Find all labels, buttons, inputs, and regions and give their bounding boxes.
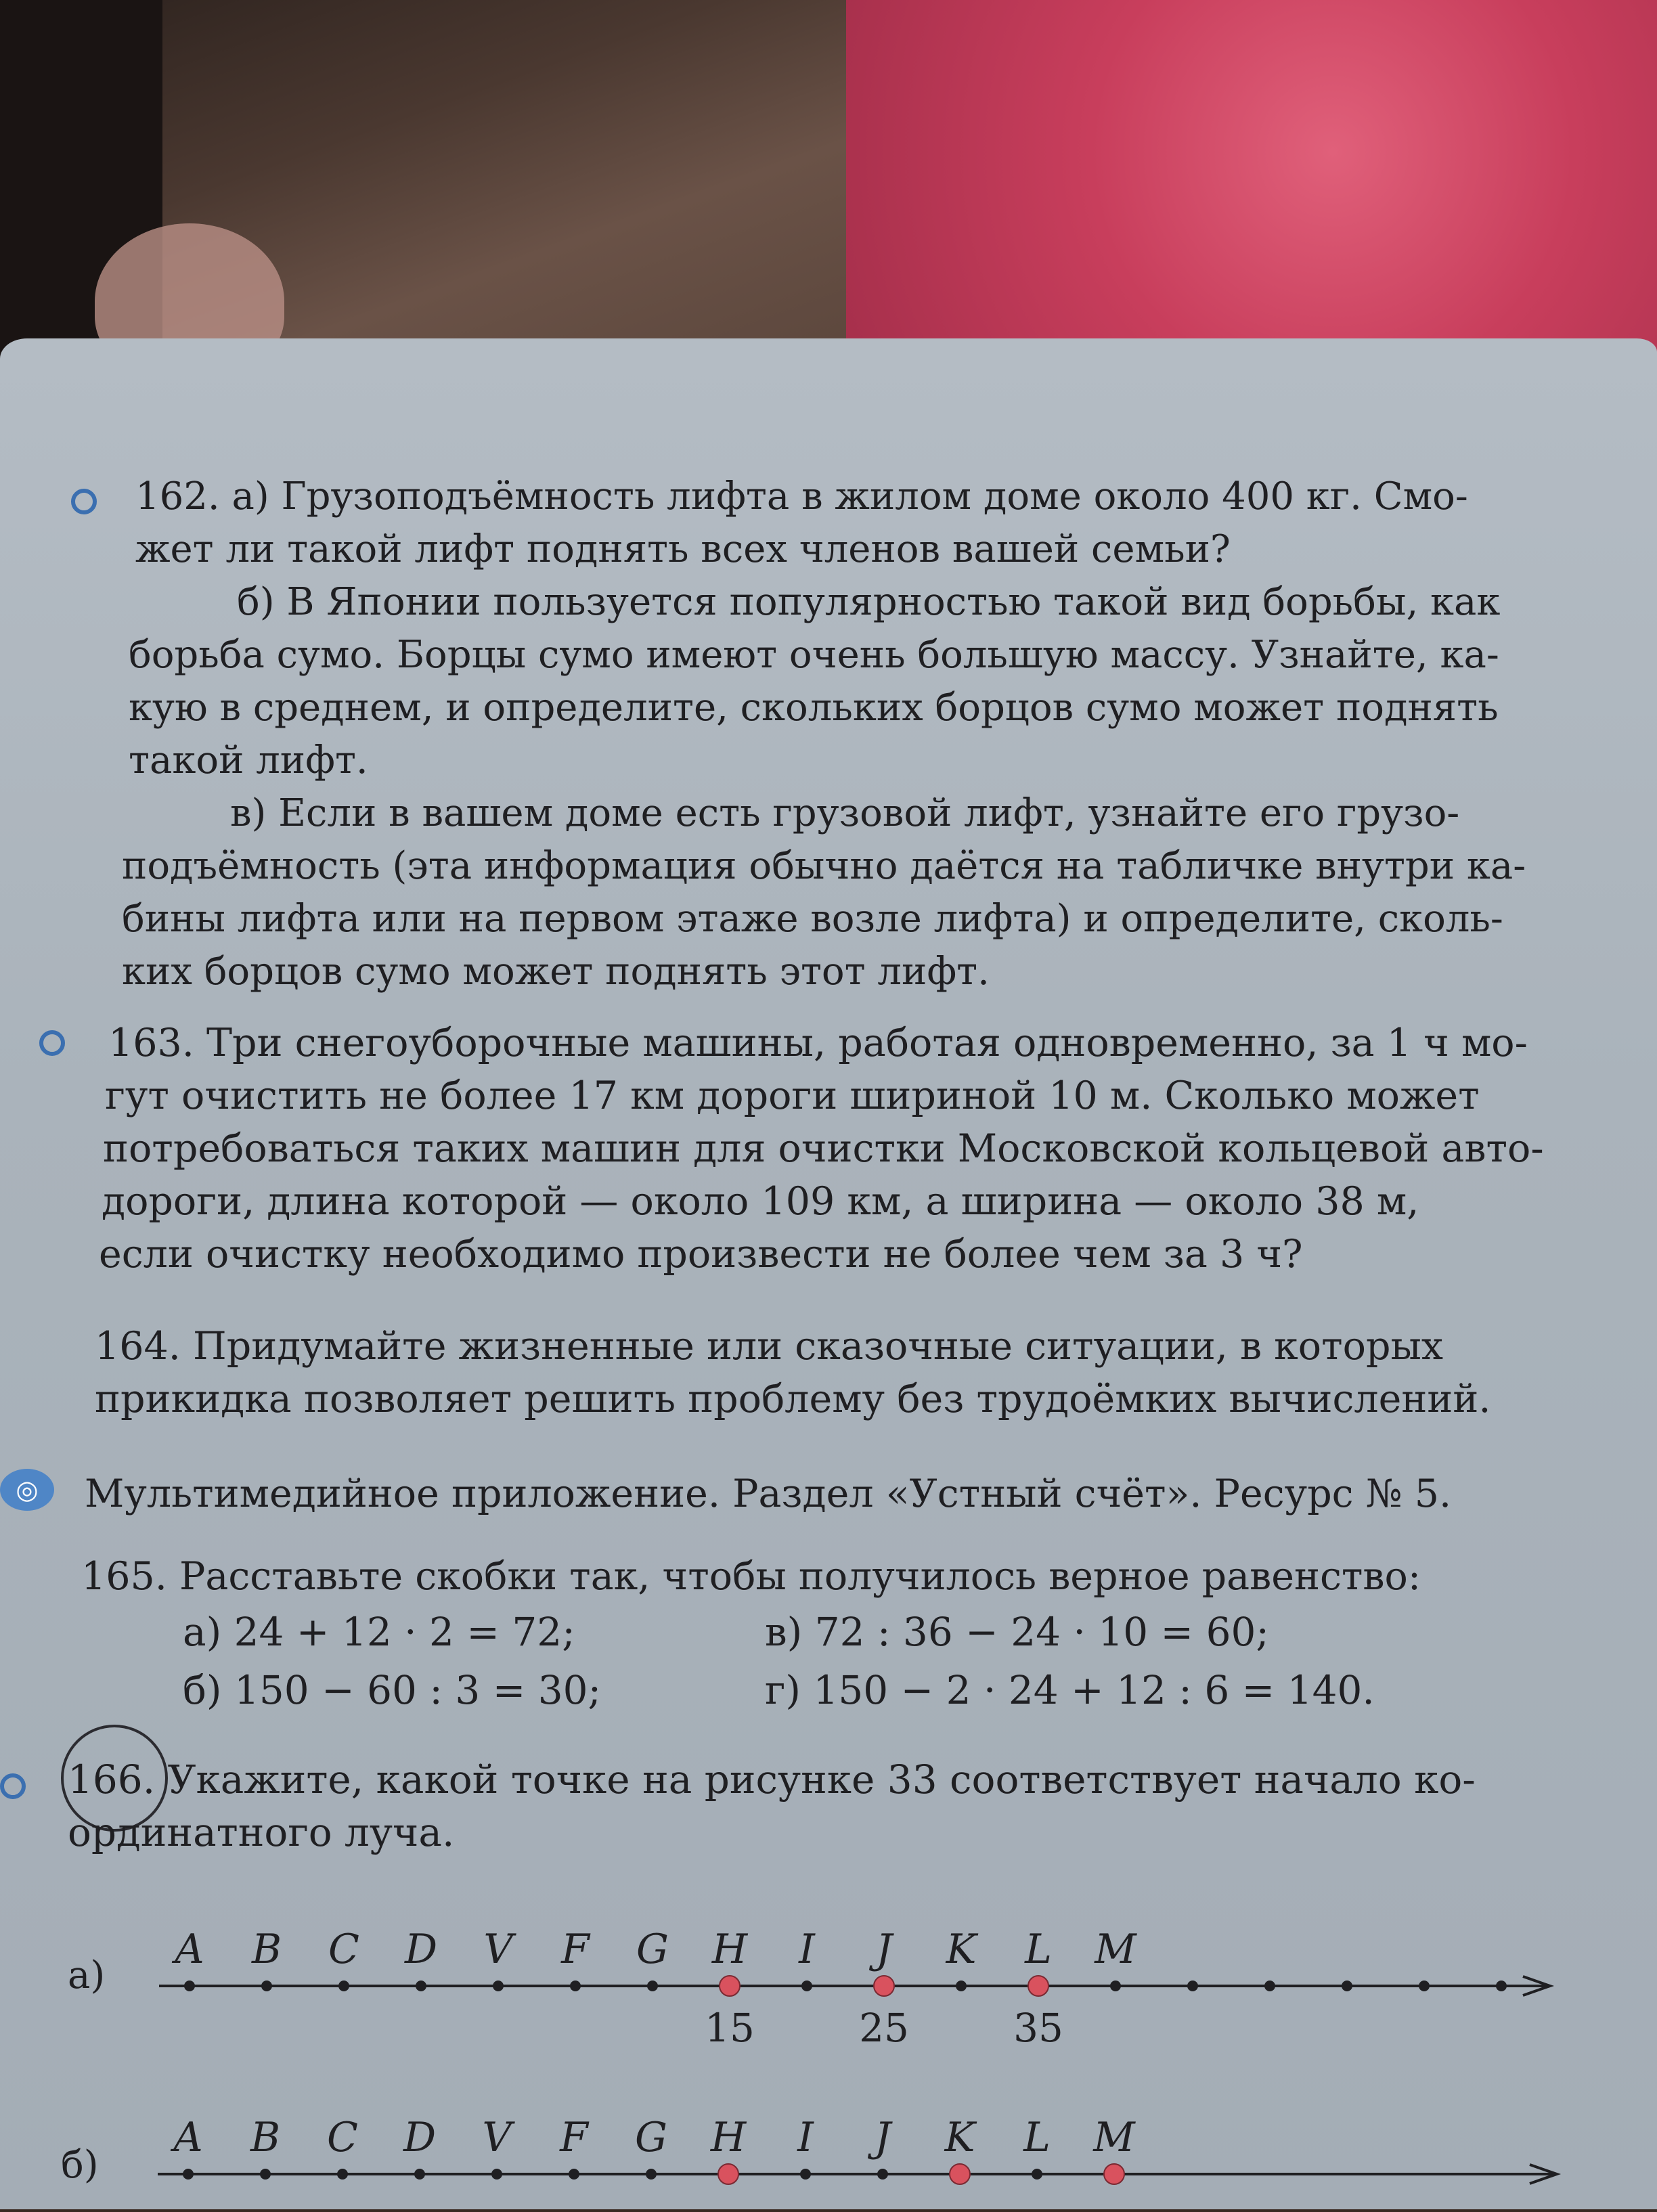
tick-point — [1496, 1981, 1507, 1991]
problem-164-line: 164. Придумайте жизненные или сказочные ситуации, в которых — [95, 1324, 1443, 1369]
ray-a-label: а) — [68, 1953, 106, 1997]
ray-a — [0, 1895, 1657, 2071]
ray-a-svg — [0, 1895, 1657, 2071]
point-label: D — [403, 2114, 437, 2161]
problem-163-line: гут очистить не более 17 км дороги шириной 10 м. Сколько может — [105, 1074, 1480, 1118]
problem-162-line: кую в среднем, и определите, скольких борцов сумо может поднять — [129, 686, 1499, 730]
problem-166-line: ординатного луча. — [68, 1809, 455, 1855]
problem-162-line: жет ли такой лифт поднять всех членов вашей семьи? — [135, 527, 1231, 571]
level-marker-icon — [0, 1773, 26, 1799]
ray-b-label: б) — [61, 2143, 99, 2187]
tick-point — [260, 2169, 271, 2180]
tick-point — [491, 2169, 502, 2180]
tick-point — [800, 2169, 811, 2180]
problem-162-line: подъёмность (эта информация обычно даётся на табличке внутри ка- — [122, 844, 1526, 888]
point-label: K — [944, 2114, 975, 2161]
point-label: G — [636, 1926, 669, 1973]
marked-point — [1028, 1976, 1048, 1996]
point-value: 15 — [705, 2005, 755, 2051]
point-label: F — [560, 2114, 588, 2161]
problem-164 — [95, 1320, 1490, 1425]
tick-point — [801, 1981, 812, 1991]
marked-point — [874, 1976, 894, 1996]
problem-162-line: 162. а) Грузоподъёмность лифта в жилом доме около 400 кг. Смо- — [135, 474, 1468, 518]
marked-point — [720, 1976, 740, 1996]
tick-point — [261, 1981, 272, 1991]
multimedia-line: Мультимедийное приложение. Раздел «Устный счёт». Ресурс № 5. — [85, 1472, 1452, 1516]
point-label: C — [328, 1926, 359, 1973]
problem-165-b — [183, 1664, 601, 1717]
problem-162-line: в) Если в вашем доме есть грузовой лифт, узнайте его грузо- — [230, 791, 1460, 835]
tick-point — [1187, 1981, 1198, 1991]
equation-v: в) 72 : 36 − 24 · 10 = 60; — [765, 1609, 1269, 1655]
background-cloth — [846, 0, 1657, 379]
problem-163-line: 163. Три снегоуборочные машины, работая одновременно, за 1 ч мо- — [108, 1021, 1528, 1065]
point-label: H — [711, 1926, 748, 1973]
tick-point — [569, 2169, 579, 2180]
point-label: D — [404, 1926, 438, 1973]
tick-point — [956, 1981, 967, 1991]
point-label: J — [875, 1926, 893, 1973]
ray-b-svg — [0, 2098, 1657, 2209]
point-label: L — [1025, 1926, 1052, 1973]
tick-point — [1419, 1981, 1430, 1991]
marked-point — [718, 2164, 738, 2184]
point-label: I — [797, 2114, 814, 2161]
point-label: C — [327, 2114, 358, 2161]
multimedia-disc-icon: ◎ — [0, 1469, 54, 1511]
multimedia-note — [85, 1467, 1451, 1520]
tick-point — [183, 2169, 194, 2180]
tick-point — [877, 2169, 888, 2180]
problem-163 — [99, 1017, 1544, 1281]
point-label: J — [874, 2114, 891, 2161]
problem-166-line: 166. Укажите, какой точке на рисунке 33 соответствует начало ко- — [68, 1756, 1476, 1802]
point-label: A — [175, 1926, 204, 1973]
tick-point — [647, 1981, 658, 1991]
tick-point — [338, 1981, 349, 1991]
tick-point — [1110, 1981, 1121, 1991]
tick-point — [1342, 1981, 1352, 1991]
problem-164-line: прикидка позволяет решить проблему без трудоёмких вычислений. — [95, 1377, 1491, 1421]
point-label: F — [561, 1926, 590, 1973]
problem-162-line: такой лифт. — [129, 738, 368, 782]
point-label: B — [251, 1926, 282, 1973]
point-label: B — [250, 2114, 281, 2161]
point-label: K — [946, 1926, 977, 1973]
point-label: G — [635, 2114, 667, 2161]
problem-163-line: дороги, длина которой — около 109 км, а ширина — около 38 м, — [102, 1179, 1419, 1224]
problem-162-line: ких борцов сумо может поднять этот лифт. — [122, 950, 990, 994]
tick-point — [570, 1981, 581, 1991]
marked-point — [950, 2164, 970, 2184]
point-label: V — [483, 1926, 513, 1973]
problem-162-line: борьба сумо. Борцы сумо имеют очень большую массу. Узнайте, ка- — [129, 633, 1499, 677]
equation-b: б) 150 − 60 : 3 = 30; — [183, 1667, 602, 1713]
problem-163-line: если очистку необходимо произвести не более чем за 3 ч? — [99, 1232, 1303, 1277]
point-label: A — [173, 2114, 203, 2161]
problem-162 — [122, 470, 1526, 998]
point-label: I — [799, 1926, 815, 1973]
tick-point — [1032, 2169, 1042, 2180]
level-marker-icon — [71, 489, 97, 514]
problem-165-header: 165. Расставьте скобки так, чтобы получилось верное равенство: — [81, 1554, 1421, 1599]
problem-163-line: потребоваться таких машин для очистки Московской кольцевой авто- — [103, 1126, 1544, 1171]
problem-165-g — [765, 1664, 1375, 1717]
point-label: M — [1093, 2114, 1135, 2161]
ray-b — [0, 2098, 1657, 2209]
point-value: 35 — [1013, 2005, 1063, 2051]
problem-165-a — [183, 1606, 575, 1658]
problem-166 — [68, 1753, 1476, 1859]
equation-g: г) 150 − 2 · 24 + 12 : 6 = 140. — [765, 1667, 1375, 1713]
point-label: H — [710, 2114, 747, 2161]
equation-a: а) 24 + 12 · 2 = 72; — [183, 1609, 575, 1655]
tick-point — [337, 2169, 348, 2180]
problem-165-v — [765, 1606, 1269, 1658]
tick-point — [184, 1981, 195, 1991]
point-label: L — [1023, 2114, 1051, 2161]
point-label: V — [482, 2114, 512, 2161]
tick-point — [416, 1981, 426, 1991]
level-marker-icon — [39, 1030, 65, 1056]
tick-point — [414, 2169, 425, 2180]
tick-point — [493, 1981, 504, 1991]
point-value: 25 — [859, 2005, 909, 2051]
problem-162-line: б) В Японии пользуется популярностью такой вид борьбы, как — [237, 580, 1501, 624]
point-label: M — [1095, 1926, 1136, 1973]
textbook-page — [0, 338, 1657, 2209]
tick-point — [646, 2169, 657, 2180]
marked-point — [1104, 2164, 1124, 2184]
problem-162-line: бины лифта или на первом этаже возле лифта) и определите, сколь- — [122, 897, 1503, 941]
tick-point — [1264, 1981, 1275, 1991]
problem-165 — [81, 1550, 1421, 1603]
